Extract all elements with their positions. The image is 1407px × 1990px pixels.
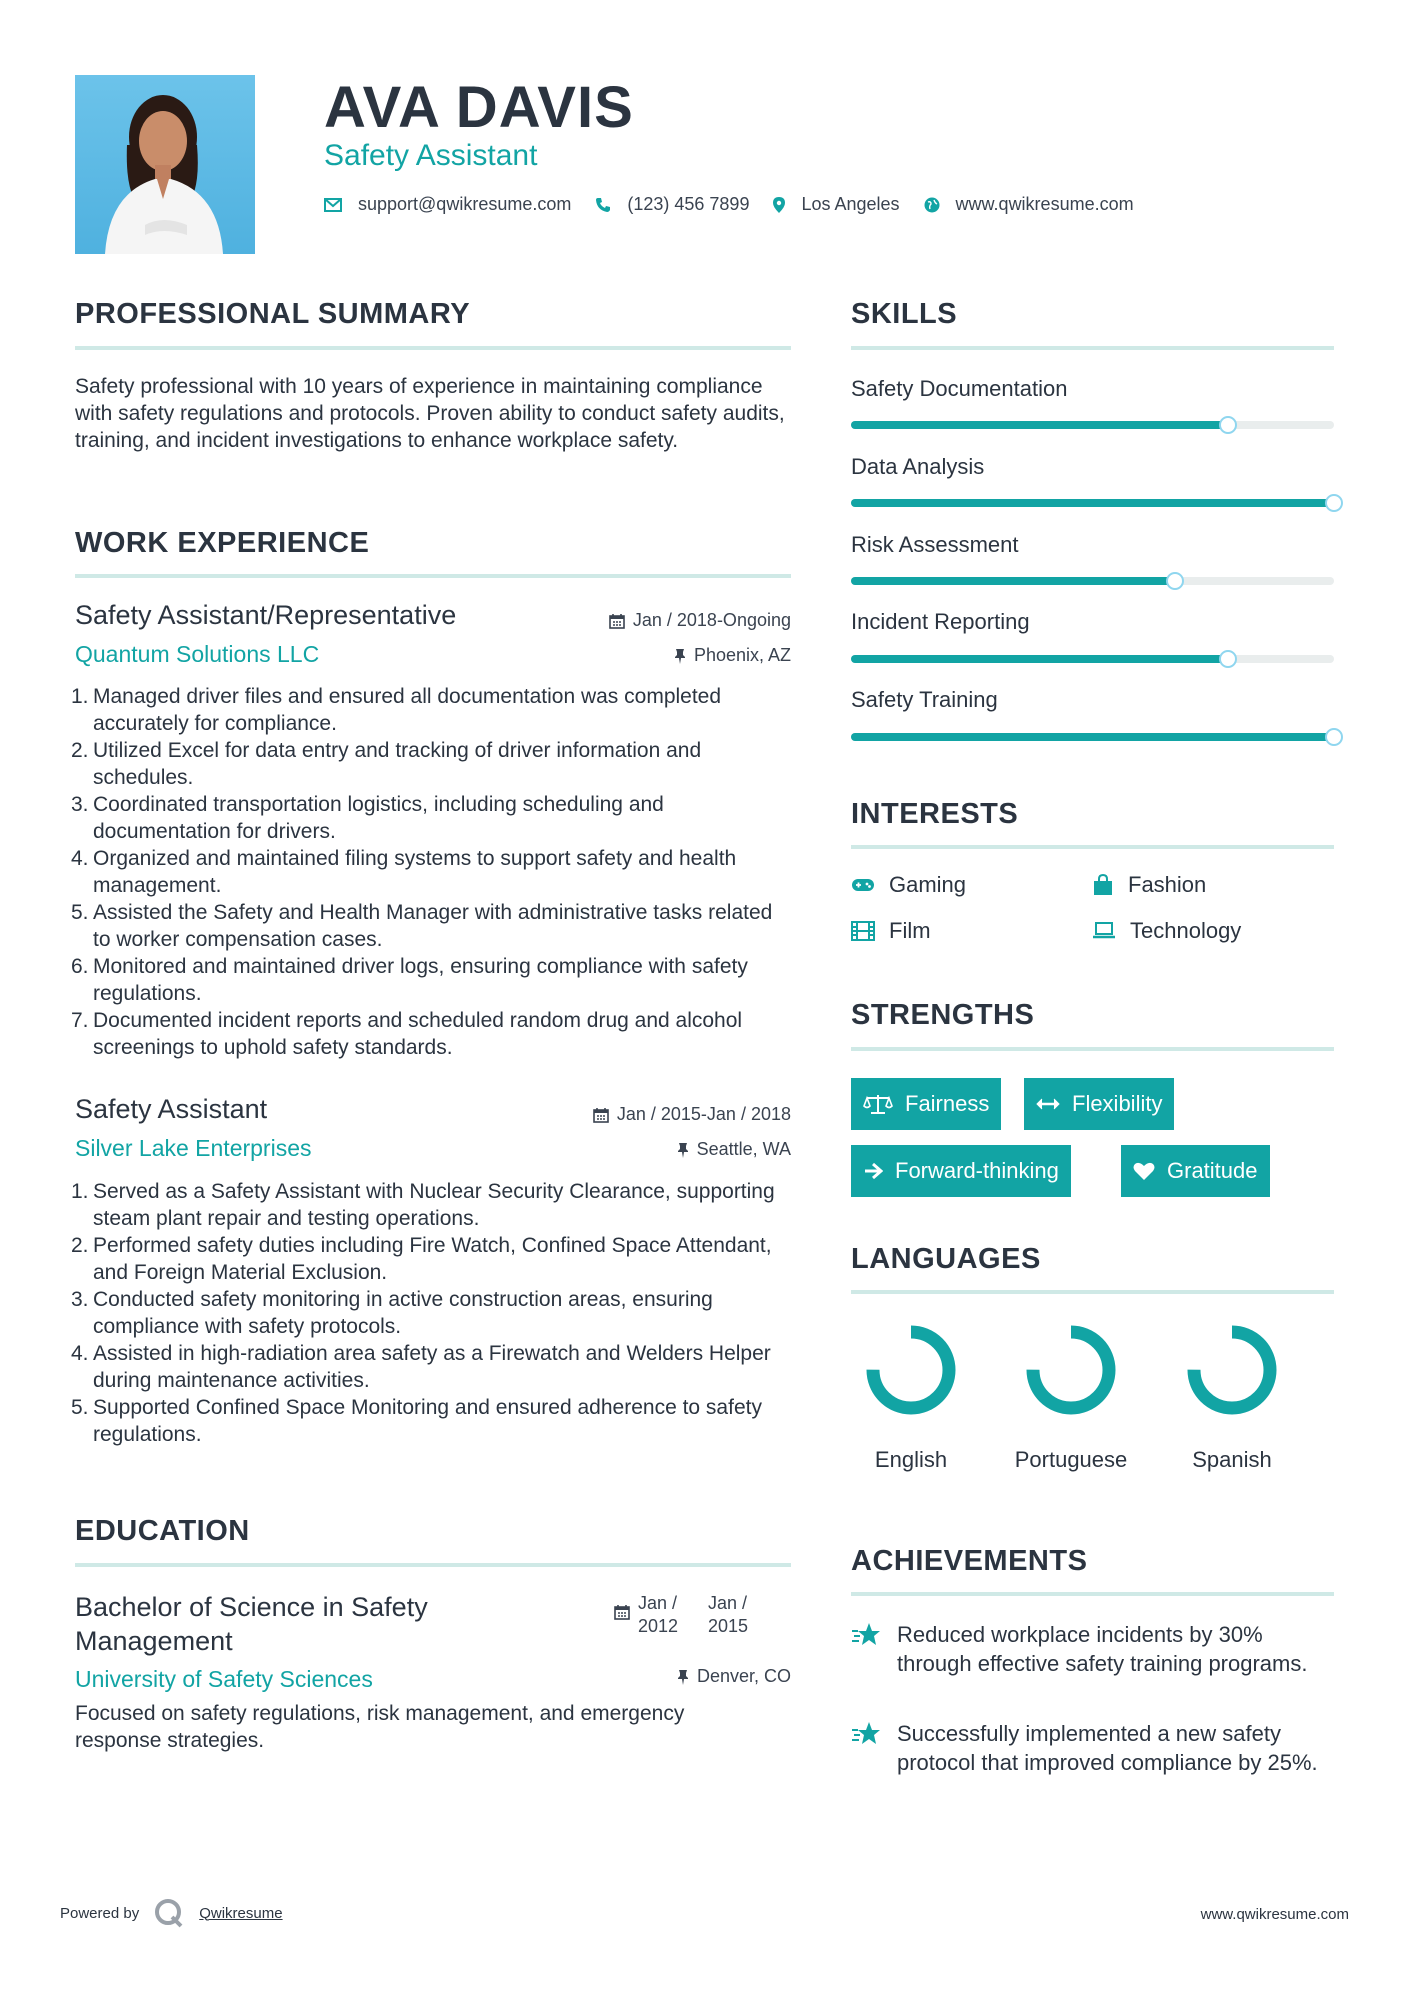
contact-email[interactable]	[324, 194, 571, 215]
skill-label: Incident Reporting	[851, 609, 1030, 634]
language-proficiency-ring	[1184, 1322, 1280, 1418]
skill-bar-fill	[851, 421, 1228, 429]
language-item	[846, 1322, 976, 1474]
arrow-right-icon	[863, 1162, 883, 1180]
strength-tag	[851, 1145, 1071, 1197]
achievement-text: Reduced workplace incidents by 30% through effective safety training programs.	[897, 1622, 1308, 1676]
job-location	[674, 645, 791, 666]
pin-icon	[677, 1142, 689, 1158]
list-item: 5. Assisted the Safety and Health Manager with administrative tasks related to worker compensation cases.	[71, 901, 773, 951]
interest-label: Gaming	[889, 872, 967, 897]
language-proficiency-ring	[1023, 1322, 1119, 1418]
list-item: 2. Performed safety duties including Fire Watch, Confined Space Attendant, and Foreign Material Exclusion.	[71, 1234, 772, 1284]
job-location	[677, 1139, 791, 1160]
interest-item	[851, 872, 966, 898]
skill-bar-knob	[1325, 728, 1343, 746]
list-item: 1. Served as a Safety Assistant with Nuclear Security Clearance, supporting steam plant repair and testing operations.	[71, 1180, 775, 1230]
list-item: 7. Documented incident reports and scheduled random drug and alcohol screenings to uphold safety standards.	[71, 1009, 743, 1059]
summary-text: Safety professional with 10 years of experience in maintaining compliance with safety regulations and protocols. Proven ability to conduct safety audits, training, and incident investigations to enhance workplace safety.	[75, 375, 785, 452]
job-location-text: Phoenix, AZ	[693, 645, 791, 665]
skills-heading: SKILLS	[851, 298, 958, 330]
skill-bar	[851, 655, 1334, 663]
list-item: 2. Utilized Excel for data entry and tracking of driver information and schedules.	[71, 739, 702, 789]
job-dates	[593, 1104, 791, 1125]
arrows-horizontal-icon	[1036, 1097, 1060, 1111]
calendar-icon	[593, 1107, 609, 1123]
person-illustration	[75, 75, 255, 254]
star-icon	[851, 1620, 881, 1678]
strength-tag	[851, 1078, 1001, 1130]
globe-icon	[924, 197, 940, 213]
skill-bar-knob	[1219, 650, 1237, 668]
skill-label: Risk Assessment	[851, 532, 1019, 557]
skill-bar-fill	[851, 655, 1228, 663]
location-text: Los Angeles	[801, 194, 900, 214]
map-pin-icon	[773, 197, 785, 213]
pin-icon	[677, 1669, 689, 1685]
education-end: Jan / 2015	[708, 1593, 749, 1636]
achievement-item	[851, 1719, 1331, 1777]
footer-powered-by	[60, 1897, 283, 1929]
skill-label: Data Analysis	[851, 454, 985, 479]
list-item: 5. Supported Confined Space Monitoring and ensured adherence to safety regulations.	[71, 1396, 762, 1446]
strength-tag	[1121, 1145, 1270, 1197]
education-description: Focused on safety regulations, risk management, and emergency response strategies.	[75, 1702, 685, 1752]
footer-website-link[interactable]: www.qwikresume.com	[1200, 1906, 1349, 1923]
job-location-text: Seattle, WA	[696, 1139, 791, 1159]
education-location-text: Denver, CO	[696, 1666, 791, 1686]
company-name: Silver Lake Enterprises	[75, 1135, 312, 1161]
interest-label: Technology	[1130, 918, 1242, 943]
gamepad-icon	[851, 877, 875, 893]
language-item	[1007, 1322, 1135, 1474]
experience-heading: WORK EXPERIENCE	[75, 527, 370, 559]
laptop-icon	[1092, 922, 1116, 940]
achievement-text: Successfully implemented a new safety protocol that improved compliance by 25%.	[897, 1721, 1318, 1775]
profile-photo	[75, 75, 255, 254]
candidate-title: Safety Assistant	[324, 139, 538, 172]
phone-icon	[595, 197, 611, 213]
degree-title: Bachelor of Science in Safety Management	[75, 1592, 428, 1656]
strength-label: Gratitude	[1167, 1158, 1258, 1183]
star-icon	[851, 1719, 881, 1777]
skill-label: Safety Documentation	[851, 376, 1068, 401]
summary-divider	[75, 346, 791, 350]
contact-bar	[324, 194, 1158, 215]
list-item: 4. Assisted in high-radiation area safety as a Firewatch and Welders Helper during maintenance activities.	[71, 1342, 771, 1392]
calendar-icon	[614, 1604, 630, 1620]
strengths-divider	[851, 1047, 1334, 1051]
skill-bar-fill	[851, 499, 1334, 507]
company-name: Quantum Solutions LLC	[75, 641, 320, 667]
languages-divider	[851, 1290, 1334, 1294]
interest-item	[1092, 918, 1241, 944]
interest-label: Film	[889, 918, 931, 943]
education-divider	[75, 1563, 791, 1567]
job-dates-text: Jan / 2018-Ongoing	[632, 610, 791, 630]
contact-location	[773, 194, 899, 215]
achievements-divider	[851, 1592, 1334, 1596]
skill-bar	[851, 421, 1334, 429]
candidate-name: AVA DAVIS	[324, 75, 634, 140]
languages-heading: LANGUAGES	[851, 1243, 1041, 1275]
envelope-icon	[324, 198, 342, 212]
interest-item	[1092, 872, 1206, 898]
skill-label: Safety Training	[851, 687, 998, 712]
interests-divider	[851, 845, 1334, 849]
education-heading: EDUCATION	[75, 1515, 250, 1547]
list-item: 3. Coordinated transportation logistics, including scheduling and documentation for drivers.	[71, 793, 664, 843]
email-text: support@qwikresume.com	[358, 194, 572, 214]
strength-label: Forward-thinking	[895, 1158, 1059, 1183]
language-label: Spanish	[1192, 1447, 1272, 1472]
powered-by-text: Powered by	[60, 1904, 140, 1922]
list-item: 3. Conducted safety monitoring in active construction areas, ensuring compliance with safety protocols.	[71, 1288, 713, 1338]
skill-bar	[851, 577, 1334, 585]
skill-bar-fill	[851, 577, 1175, 585]
job-dates-text: Jan / 2015-Jan / 2018	[616, 1104, 791, 1124]
achievement-item	[851, 1620, 1331, 1678]
contact-website[interactable]	[924, 194, 1134, 215]
phone-text: (123) 456 7899	[627, 194, 750, 214]
skill-bar-knob	[1325, 494, 1343, 512]
strength-label: Flexibility	[1072, 1091, 1163, 1116]
pin-icon	[674, 648, 686, 664]
qwikresume-logo-icon	[153, 1897, 185, 1929]
education-dates	[614, 1592, 760, 1638]
contact-phone[interactable]	[595, 194, 749, 215]
language-proficiency-ring	[863, 1322, 959, 1418]
heart-icon	[1133, 1161, 1155, 1181]
shopping-bag-icon	[1092, 874, 1114, 896]
brand-link[interactable]: Qwikresume	[199, 1904, 283, 1922]
job-bullets	[71, 683, 795, 1061]
language-item	[1167, 1322, 1297, 1474]
education-location	[677, 1666, 791, 1687]
skill-bar-fill	[851, 733, 1334, 741]
skills-divider	[851, 346, 1334, 350]
interests-heading: INTERESTS	[851, 798, 1019, 830]
job-dates	[609, 610, 791, 631]
education-start: Jan / 2012	[638, 1593, 679, 1636]
film-icon	[851, 921, 875, 941]
summary-heading: PROFESSIONAL SUMMARY	[75, 298, 471, 330]
list-item: 1. Managed driver files and ensured all documentation was completed accurately for compliance.	[71, 685, 722, 735]
skill-bar-knob	[1166, 572, 1184, 590]
job-bullets	[71, 1178, 795, 1448]
skill-bar	[851, 499, 1334, 507]
language-label: Portuguese	[1014, 1447, 1128, 1472]
job-title: Safety Assistant/Representative	[75, 600, 457, 630]
language-label: English	[874, 1447, 948, 1472]
strength-label: Fairness	[905, 1091, 990, 1116]
experience-divider	[75, 574, 791, 578]
list-item: 6. Monitored and maintained driver logs, ensuring compliance with safety regulations.	[71, 955, 748, 1005]
school-name: University of Safety Sciences	[75, 1666, 373, 1692]
strength-tag	[1024, 1078, 1174, 1130]
website-text: www.qwikresume.com	[955, 194, 1134, 214]
list-item: 4. Organized and maintained filing systems to support safety and health management.	[71, 847, 737, 897]
skill-bar	[851, 733, 1334, 741]
skill-bar-knob	[1219, 416, 1237, 434]
calendar-icon	[609, 613, 625, 629]
strengths-heading: STRENGTHS	[851, 999, 1035, 1031]
achievements-heading: ACHIEVEMENTS	[851, 1545, 1088, 1577]
interest-item	[851, 918, 931, 944]
interest-label: Fashion	[1128, 872, 1207, 897]
balance-scale-icon	[863, 1093, 893, 1115]
job-title: Safety Assistant	[75, 1094, 268, 1124]
